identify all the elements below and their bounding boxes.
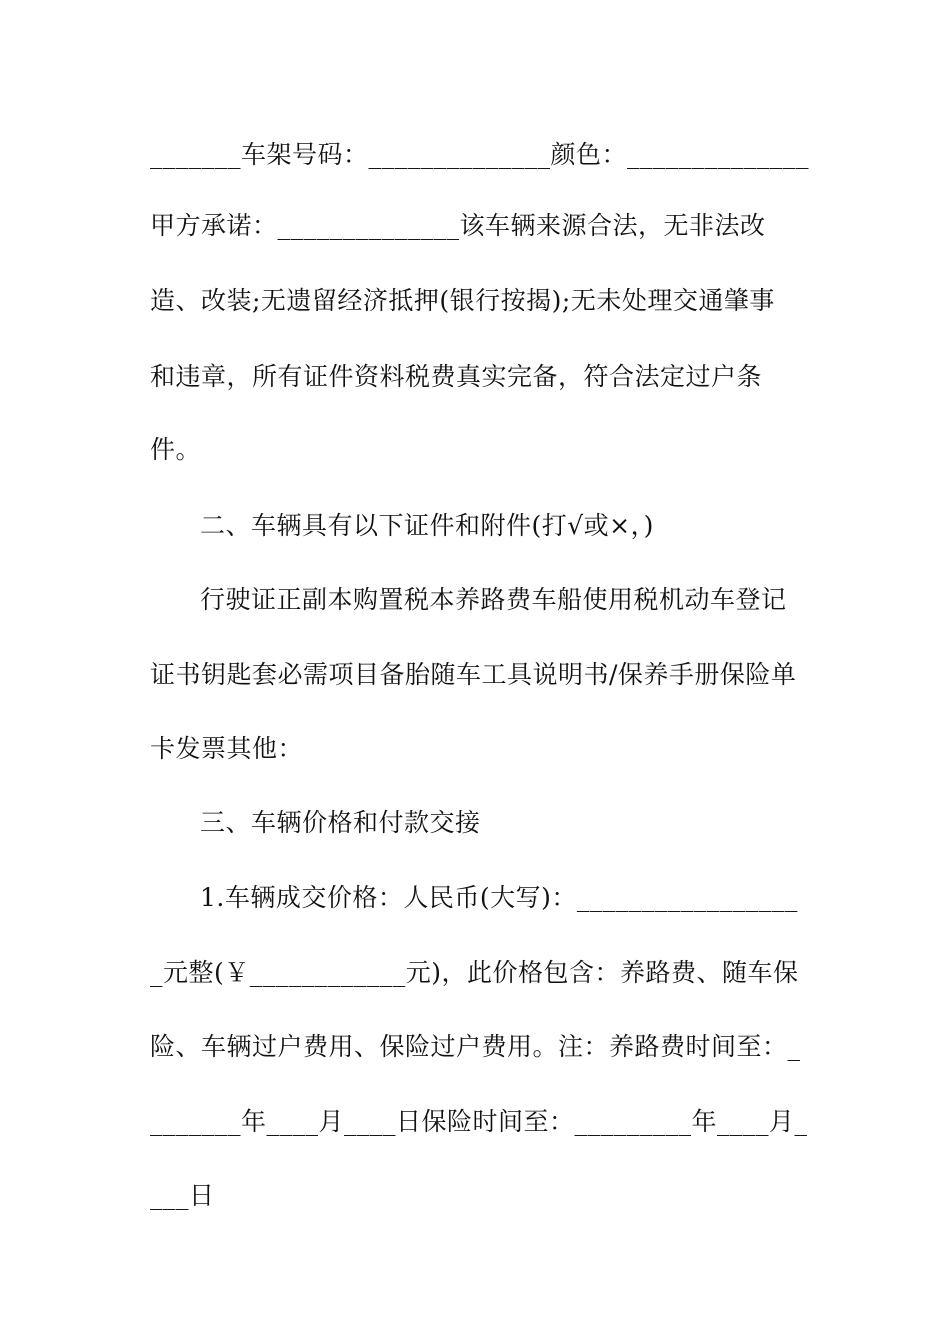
text-line-date-end: ___日 [150, 1181, 215, 1210]
text-line-document-list-3: 卡发票其他： [150, 734, 304, 763]
text-line-party-a-promise: 甲方承诺：______________该车辆来源合法，无非法改 [150, 211, 766, 240]
text-line-document-list-2: 证书钥匙套必需项目备胎随车工具说明书/保养手册保险单 [150, 660, 797, 689]
text-line-no-modification: 造、改装;无遗留经济抵押(银行按揭);无未处理交通肇事 [150, 286, 775, 315]
text-line-transaction-price: 1.车辆成交价格：人民币(大写)：_________________ [200, 883, 798, 912]
text-line-dates: _______年____月____日保险时间至：_________年____月_ [150, 1107, 808, 1136]
text-line-violations: 和违章，所有证件资料税费真实完备，符合法定过户条 [150, 362, 763, 391]
text-line-transfer-fees: 险、车辆过户费用、保险过户费用。注：养路费时间至：_ [150, 1032, 801, 1061]
text-line-price-includes: _元整(￥____________元)，此价格包含：养路费、随车保 [150, 958, 799, 987]
section-heading-documents: 二、车辆具有以下证件和附件(打√或×，) [200, 511, 654, 540]
text-line-vin-color: _______车架号码：______________颜色：______________ [150, 140, 810, 169]
text-line-document-list-1: 行驶证正副本购置税本养路费车船使用税机动车登记 [200, 585, 787, 614]
section-heading-price-payment: 三、车辆价格和付款交接 [200, 808, 481, 837]
text-line-conditions-end: 件。 [150, 435, 202, 464]
